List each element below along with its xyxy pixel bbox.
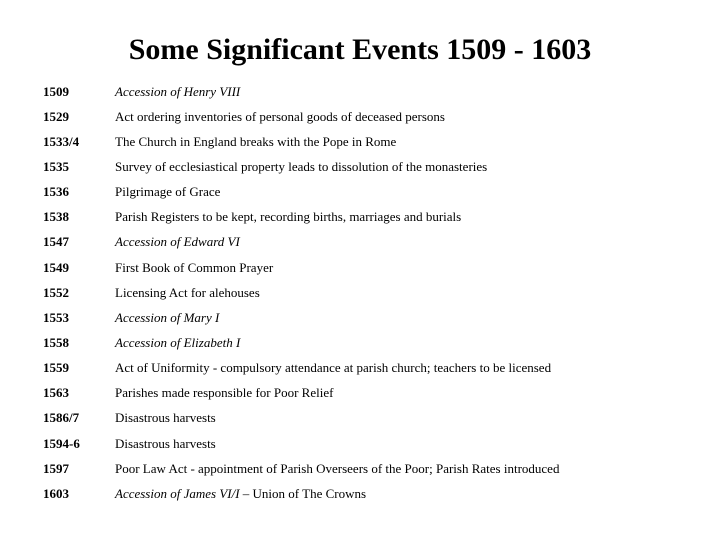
event-row <box>43 79 713 104</box>
event-year: 1603 <box>43 485 69 501</box>
event-year: 1549 <box>43 259 69 275</box>
event-description: Parish Registers to be kept, recording births, marriages and burials <box>115 209 462 225</box>
event-year: 1563 <box>43 385 69 401</box>
event-year: 1509 <box>43 83 69 99</box>
event-year: 1552 <box>43 284 69 300</box>
event-description <box>115 335 713 351</box>
event-description: Licensing Act for alehouses <box>115 284 260 300</box>
event-description: Act of Uniformity - compulsory attendance at parish church; teachers to be licensed <box>115 360 552 376</box>
event-description: Act ordering inventories of personal goods of deceased persons <box>115 108 445 124</box>
event-row <box>43 180 713 205</box>
event-description: First Book of Common Prayer <box>115 259 274 275</box>
event-row <box>43 230 713 255</box>
event-year: 1586/7 <box>43 410 80 426</box>
event-row <box>43 154 713 179</box>
event-description-italic: Accession of James VI/I <box>115 485 240 501</box>
event-row <box>43 205 713 230</box>
event-description: Survey of ecclesiastical property leads to dissolution of the monasteries <box>115 158 488 174</box>
event-row <box>43 456 713 481</box>
event-row <box>43 381 713 406</box>
event-year: 1529 <box>43 108 69 124</box>
event-year: 1594-6 <box>43 435 80 451</box>
event-row <box>43 104 713 129</box>
event-row <box>43 129 713 154</box>
event-year: 1538 <box>43 209 69 225</box>
event-year: 1535 <box>43 158 69 174</box>
events-list <box>43 79 713 506</box>
event-row <box>43 255 713 280</box>
event-description <box>115 310 713 326</box>
event-description-suffix: – Union of The Crowns <box>239 485 367 501</box>
event-row <box>43 481 713 506</box>
page-title: Some Significant Events 1509 - 1603 <box>128 33 592 66</box>
event-description <box>115 234 713 250</box>
event-row <box>43 330 713 355</box>
event-description: Disastrous harvests <box>115 410 216 426</box>
event-description: Poor Law Act - appointment of Parish Overseers of the Poor; Parish Rates introduced <box>115 460 560 476</box>
event-year: 1536 <box>43 184 69 200</box>
event-description: Disastrous harvests <box>115 435 216 451</box>
event-year: 1533/4 <box>43 133 80 149</box>
event-row <box>43 280 713 305</box>
event-year: 1597 <box>43 460 69 476</box>
event-description-italic: Accession of Edward VI <box>115 234 240 250</box>
event-description <box>115 84 713 100</box>
event-year: 1547 <box>43 234 69 250</box>
event-description-italic: Accession of Henry VIII <box>115 83 241 99</box>
event-year: 1559 <box>43 360 69 376</box>
event-row <box>43 406 713 431</box>
event-description: Parishes made responsible for Poor Relief <box>115 385 334 401</box>
event-year: 1553 <box>43 309 69 325</box>
event-description <box>115 486 713 502</box>
event-description-italic: Accession of Mary I <box>115 309 220 325</box>
event-year: 1558 <box>43 334 69 350</box>
event-row <box>43 305 713 330</box>
event-description: The Church in England breaks with the Pope in Rome <box>115 133 397 149</box>
event-row <box>43 356 713 381</box>
event-description-italic: Accession of Elizabeth I <box>115 334 241 350</box>
event-row <box>43 431 713 456</box>
event-description: Pilgrimage of Grace <box>115 184 221 200</box>
